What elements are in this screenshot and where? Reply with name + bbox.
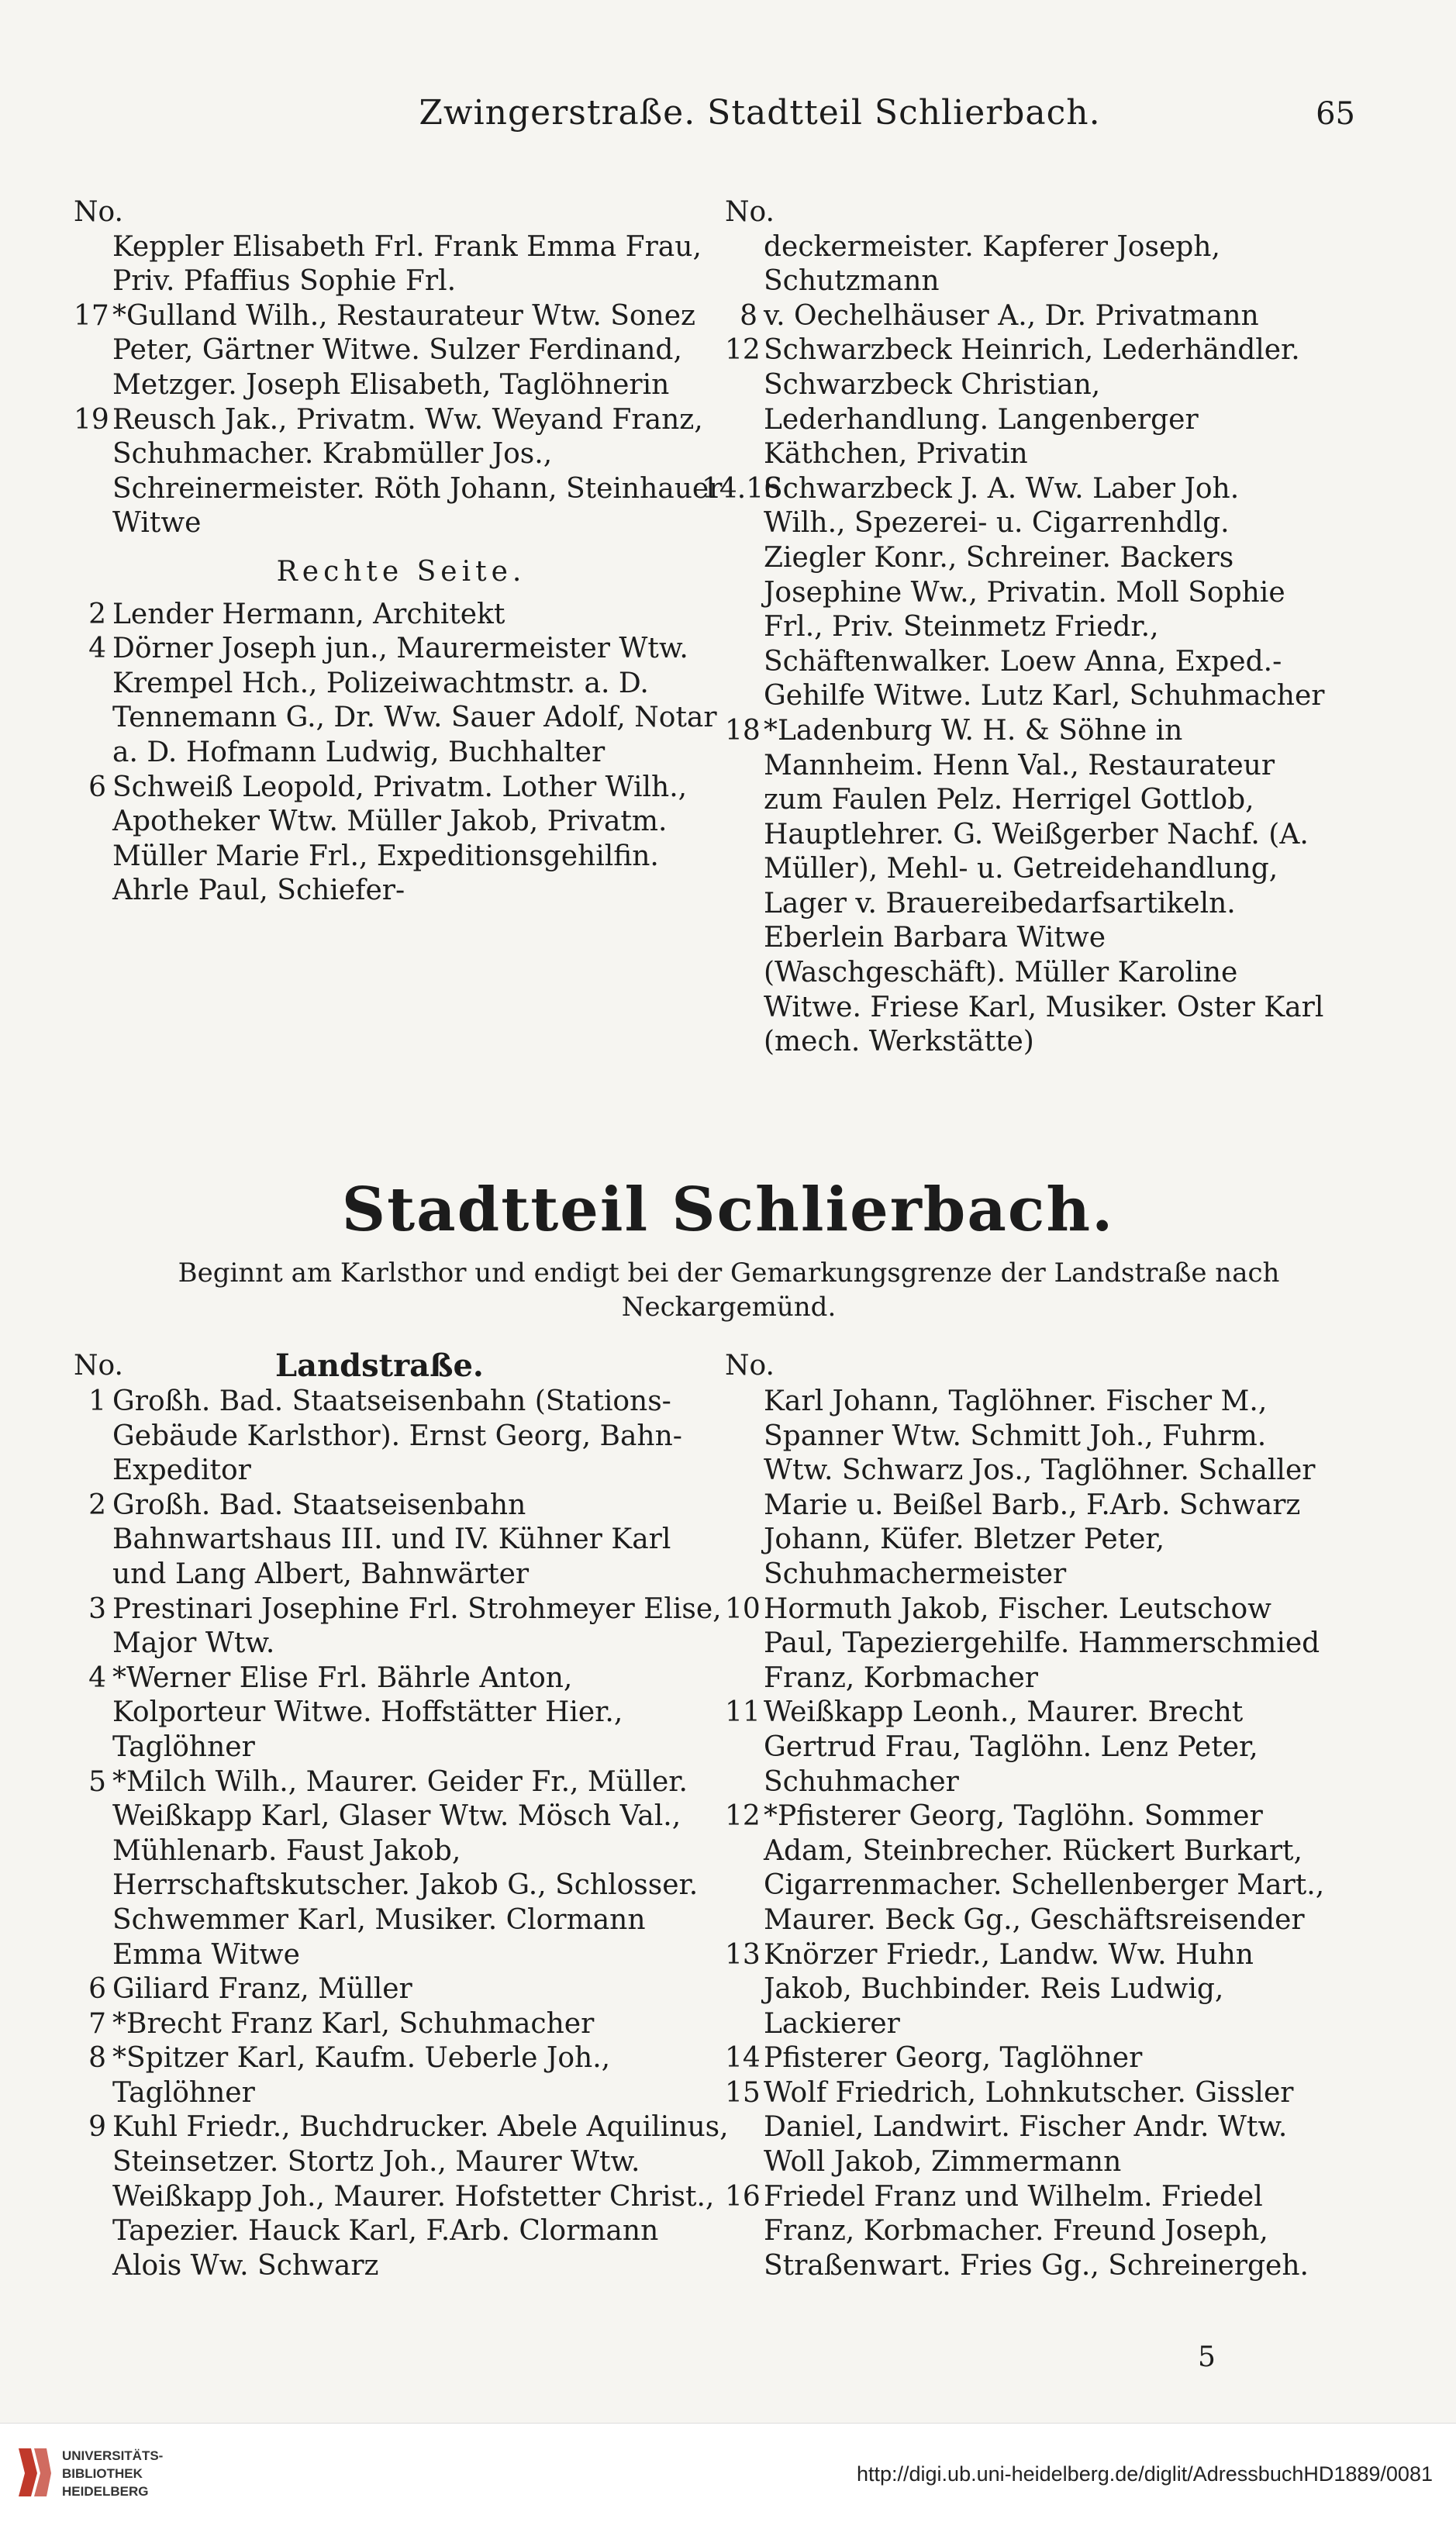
top-left-column: [74, 195, 729, 909]
list-item: [74, 2007, 729, 2042]
house-number: 1: [88, 1385, 106, 1417]
house-number: 17: [74, 299, 109, 332]
house-number: 3: [88, 1592, 106, 1625]
running-head: Zwingerstraße. Stadtteil Schlierbach.: [419, 93, 1101, 133]
house-number: 8: [740, 299, 757, 332]
residents-text: Lender Hermann, Architekt: [112, 598, 505, 630]
street-name: Landstraße.: [275, 1347, 484, 1384]
house-number: 19: [74, 403, 109, 436]
list-item: [74, 1385, 729, 1489]
library-name-line: UNIVERSITÄTS-: [62, 2448, 164, 2463]
house-number: 14.16: [702, 472, 782, 505]
footer-bar: [0, 2423, 1456, 2529]
library-logo-icon: [14, 2445, 53, 2500]
residents-text: deckermeister. Kapferer Joseph, Schutzmann: [764, 230, 1220, 298]
list-item: [74, 771, 729, 909]
list-item: [725, 2041, 1330, 2076]
residents-text: Friedel Franz und Wilhelm. Friedel Franz, Korbmacher. Freund Joseph, Straßenwart. Fries Gg., Schreinergeh.: [764, 2180, 1309, 2282]
list-item: [725, 299, 1330, 334]
residents-text: Großh. Bad. Staatseisenbahn Bahnwartshaus III. und IV. Kühner Karl und Lang Albert, Bahnwärter: [112, 1489, 671, 1590]
house-number: 4: [88, 633, 106, 665]
list-item: [74, 1592, 729, 1661]
house-number: 15: [725, 2076, 761, 2109]
residents-text: *Spitzer Karl, Kaufm. Ueberle Joh., Taglöhner: [112, 2042, 611, 2109]
residents-text: Pfisterer Georg, Taglöhner: [764, 2042, 1143, 2075]
residents-text: Giliard Franz, Müller: [112, 1973, 412, 2006]
column-no-label: No.: [74, 1350, 123, 1382]
list-item: [74, 1661, 729, 1765]
list-item: [74, 2041, 729, 2110]
residents-text: Schweiß Leopold, Privatm. Lother Wilh., Apotheker Wtw. Müller Jakob, Privatm. Müller Marie Frl., Expeditionsgehilfin. Ahrle Paul, Schiefer-: [112, 771, 688, 907]
list-item: [725, 1799, 1330, 1937]
residents-text: Knörzer Friedr., Landw. Ww. Huhn Jakob, Buchbinder. Reis Ludwig, Lackierer: [764, 1938, 1254, 2040]
residents-text: Reusch Jak., Privatm. Ww. Weyand Franz, Schuhmacher. Krabmüller Jos., Schreinermeister. Röth Johann, Steinhauer Witwe: [112, 403, 723, 540]
list-item: [74, 1489, 729, 1592]
list-item: [74, 230, 729, 299]
bottom-left-column: [74, 1349, 729, 2283]
bottom-right-column: [725, 1349, 1330, 2283]
list-item: [725, 714, 1330, 1060]
residents-text: *Brecht Franz Karl, Schuhmacher: [112, 2007, 595, 2040]
side-heading: Rechte Seite.: [276, 555, 526, 588]
house-number: 4: [88, 1661, 106, 1694]
street-heading-row: [74, 1349, 729, 1385]
house-number: 9: [88, 2111, 106, 2144]
residents-text: Keppler Elisabeth Frl. Frank Emma Frau, Priv. Pfaffius Sophie Frl.: [112, 230, 702, 298]
residents-text: Wolf Friedrich, Lohnkutscher. Gissler Daniel, Landwirt. Fischer Andr. Wtw. Woll Jakob, Zimmermann: [764, 2076, 1294, 2179]
residents-text: Kuhl Friedr., Buchdrucker. Abele Aquilinus, Steinsetzer. Stortz Joh., Maurer Wtw. Weißkapp Joh., Maurer. Hofstetter Christ., Tapezier. Hauck Karl, F.Arb. Clormann Alois Ww. Schwarz: [112, 2111, 729, 2282]
list-item: [725, 2180, 1330, 2284]
section-description: Beginnt am Karlsthor und endigt bei der Gemarkungsgrenze der Landstraße nach Neckargemünd.: [178, 1258, 1280, 1323]
house-number: 6: [88, 1973, 106, 2006]
house-number: 5: [88, 1765, 106, 1798]
house-number: 11: [725, 1696, 761, 1729]
house-number: 6: [88, 771, 106, 803]
residents-text: Dörner Joseph jun., Maurermeister Wtw. Krempel Hch., Polizeiwachtmstr. a. D. Tennemann G., Dr. Ww. Sauer Adolf, Notar a. D. Hofmann Ludwig, Buchhalter: [112, 633, 717, 768]
residents-text: Hormuth Jakob, Fischer. Leutschow Paul, Tapeziergehilfe. Hammerschmied Franz, Korbmacher: [764, 1592, 1320, 1694]
residents-text: Prestinari Josephine Frl. Strohmeyer Elise, Major Wtw.: [112, 1592, 722, 1660]
house-number: 2: [88, 1489, 106, 1521]
list-item: [74, 1972, 729, 2007]
column-no-label: No.: [725, 1350, 775, 1382]
list-item: [725, 1592, 1330, 1696]
residents-text: *Pfisterer Georg, Taglöhn. Sommer Adam, Steinbrecher. Rückert Burkart, Cigarrenmacher. Schellenberger Mart., Maurer. Beck Gg., Geschäftsreisender: [764, 1800, 1325, 1936]
house-number: 12: [725, 334, 761, 367]
residents-text: Schwarzbeck J. A. Ww. Laber Joh. Wilh., Spezerei- u. Cigarrenhdlg. Ziegler Konr., Schreiner. Backers Josephine Ww., Privatin. Moll Sophie Frl., Priv. Steinmetz Friedr., Schäftenwalker. Loew Anna, Exped.-Gehilfe Witwe. Lutz Karl, Schuhmacher: [764, 472, 1325, 712]
list-item: [725, 333, 1330, 471]
list-item: [74, 598, 729, 633]
list-item: [74, 299, 729, 403]
source-url-link[interactable]: http://digi.ub.uni-heidelberg.de/diglit/AdressbuchHD1889/0081: [856, 2462, 1433, 2486]
house-number: 7: [88, 2007, 106, 2040]
residents-text: *Gulland Wilh., Restaurateur Wtw. Sonez Peter, Gärtner Witwe. Sulzer Ferdinand, Metzger. Joseph Elisabeth, Taglöhnerin: [112, 299, 695, 401]
residents-text: v. Oechelhäuser A., Dr. Privatmann: [764, 299, 1259, 332]
residents-text: Großh. Bad. Staatseisenbahn (Stations-Gebäude Karlsthor). Ernst Georg, Bahn-Expeditor: [112, 1385, 682, 1487]
page-number: 65: [1316, 96, 1355, 132]
column-no-label: No.: [74, 196, 123, 228]
list-item: [74, 403, 729, 541]
top-right-column: [702, 195, 1330, 1060]
house-number: 10: [725, 1592, 761, 1625]
residents-text: Schwarzbeck Heinrich, Lederhändler. Schwarzbeck Christian, Lederhandlung. Langenberger Käthchen, Privatin: [764, 334, 1300, 471]
house-number: 2: [88, 598, 106, 630]
house-number: 8: [88, 2042, 106, 2075]
list-item: [702, 472, 1330, 714]
list-item: [74, 632, 729, 770]
list-item: [725, 2076, 1330, 2180]
library-name: [62, 2447, 163, 2500]
list-item: [74, 1765, 729, 1973]
folio-mark: 5: [1198, 2341, 1216, 2373]
house-number: 12: [725, 1800, 761, 1833]
residents-text: *Milch Wilh., Maurer. Geider Fr., Müller. Weißkapp Karl, Glaser Wtw. Mösch Val., Mühlenarb. Faust Jakob, Herrschaftskutscher. Jakob G., Schlosser. Schwemmer Karl, Musiker. Clormann Emma Witwe: [112, 1765, 699, 1971]
library-name-line: HEIDELBERG: [62, 2484, 149, 2499]
column-no-label: No.: [725, 196, 775, 228]
list-item: [725, 230, 1330, 299]
section-title: Stadtteil Schlierbach.: [341, 1175, 1115, 1245]
residents-text: *Ladenburg W. H. & Söhne in Mannheim. Henn Val., Restaurateur zum Faulen Pelz. Herrigel Gottlob, Hauptlehrer. G. Weißgerber Nachf. (A. Müller), Mehl- u. Getreidehandlung, Lager v. Brauereibedarfsartikeln. Eberlein Barbara Witwe (Waschgeschäft). Müller Karoline Witwe. Friese Karl, Musiker. Oster Karl (mech. Werkstätte): [764, 714, 1324, 1058]
house-number: 16: [725, 2180, 761, 2213]
street-heading-row: [725, 1349, 1330, 1385]
list-item: [74, 2110, 729, 2283]
house-number: 13: [725, 1938, 761, 1971]
list-item: [725, 1696, 1330, 1799]
library-name-line: BIBLIOTHEK: [62, 2466, 143, 2481]
house-number: 18: [725, 714, 761, 747]
residents-text: Karl Johann, Taglöhner. Fischer M., Spanner Wtw. Schmitt Joh., Fuhrm. Wtw. Schwarz Jos., Taglöhner. Schaller Marie u. Beißel Barb., F.Arb. Schwarz Johann, Küfer. Bletzer Peter, Schuhmachermeister: [764, 1385, 1316, 1590]
list-item: [725, 1385, 1330, 1592]
residents-text: Weißkapp Leonh., Maurer. Brecht Gertrud Frau, Taglöhn. Lenz Peter, Schuhmacher: [764, 1696, 1258, 1798]
residents-text: *Werner Elise Frl. Bährle Anton, Kolporteur Witwe. Hoffstätter Hier., Taglöhner: [112, 1661, 623, 1763]
list-item: [725, 1938, 1330, 2042]
house-number: 14: [725, 2042, 761, 2075]
